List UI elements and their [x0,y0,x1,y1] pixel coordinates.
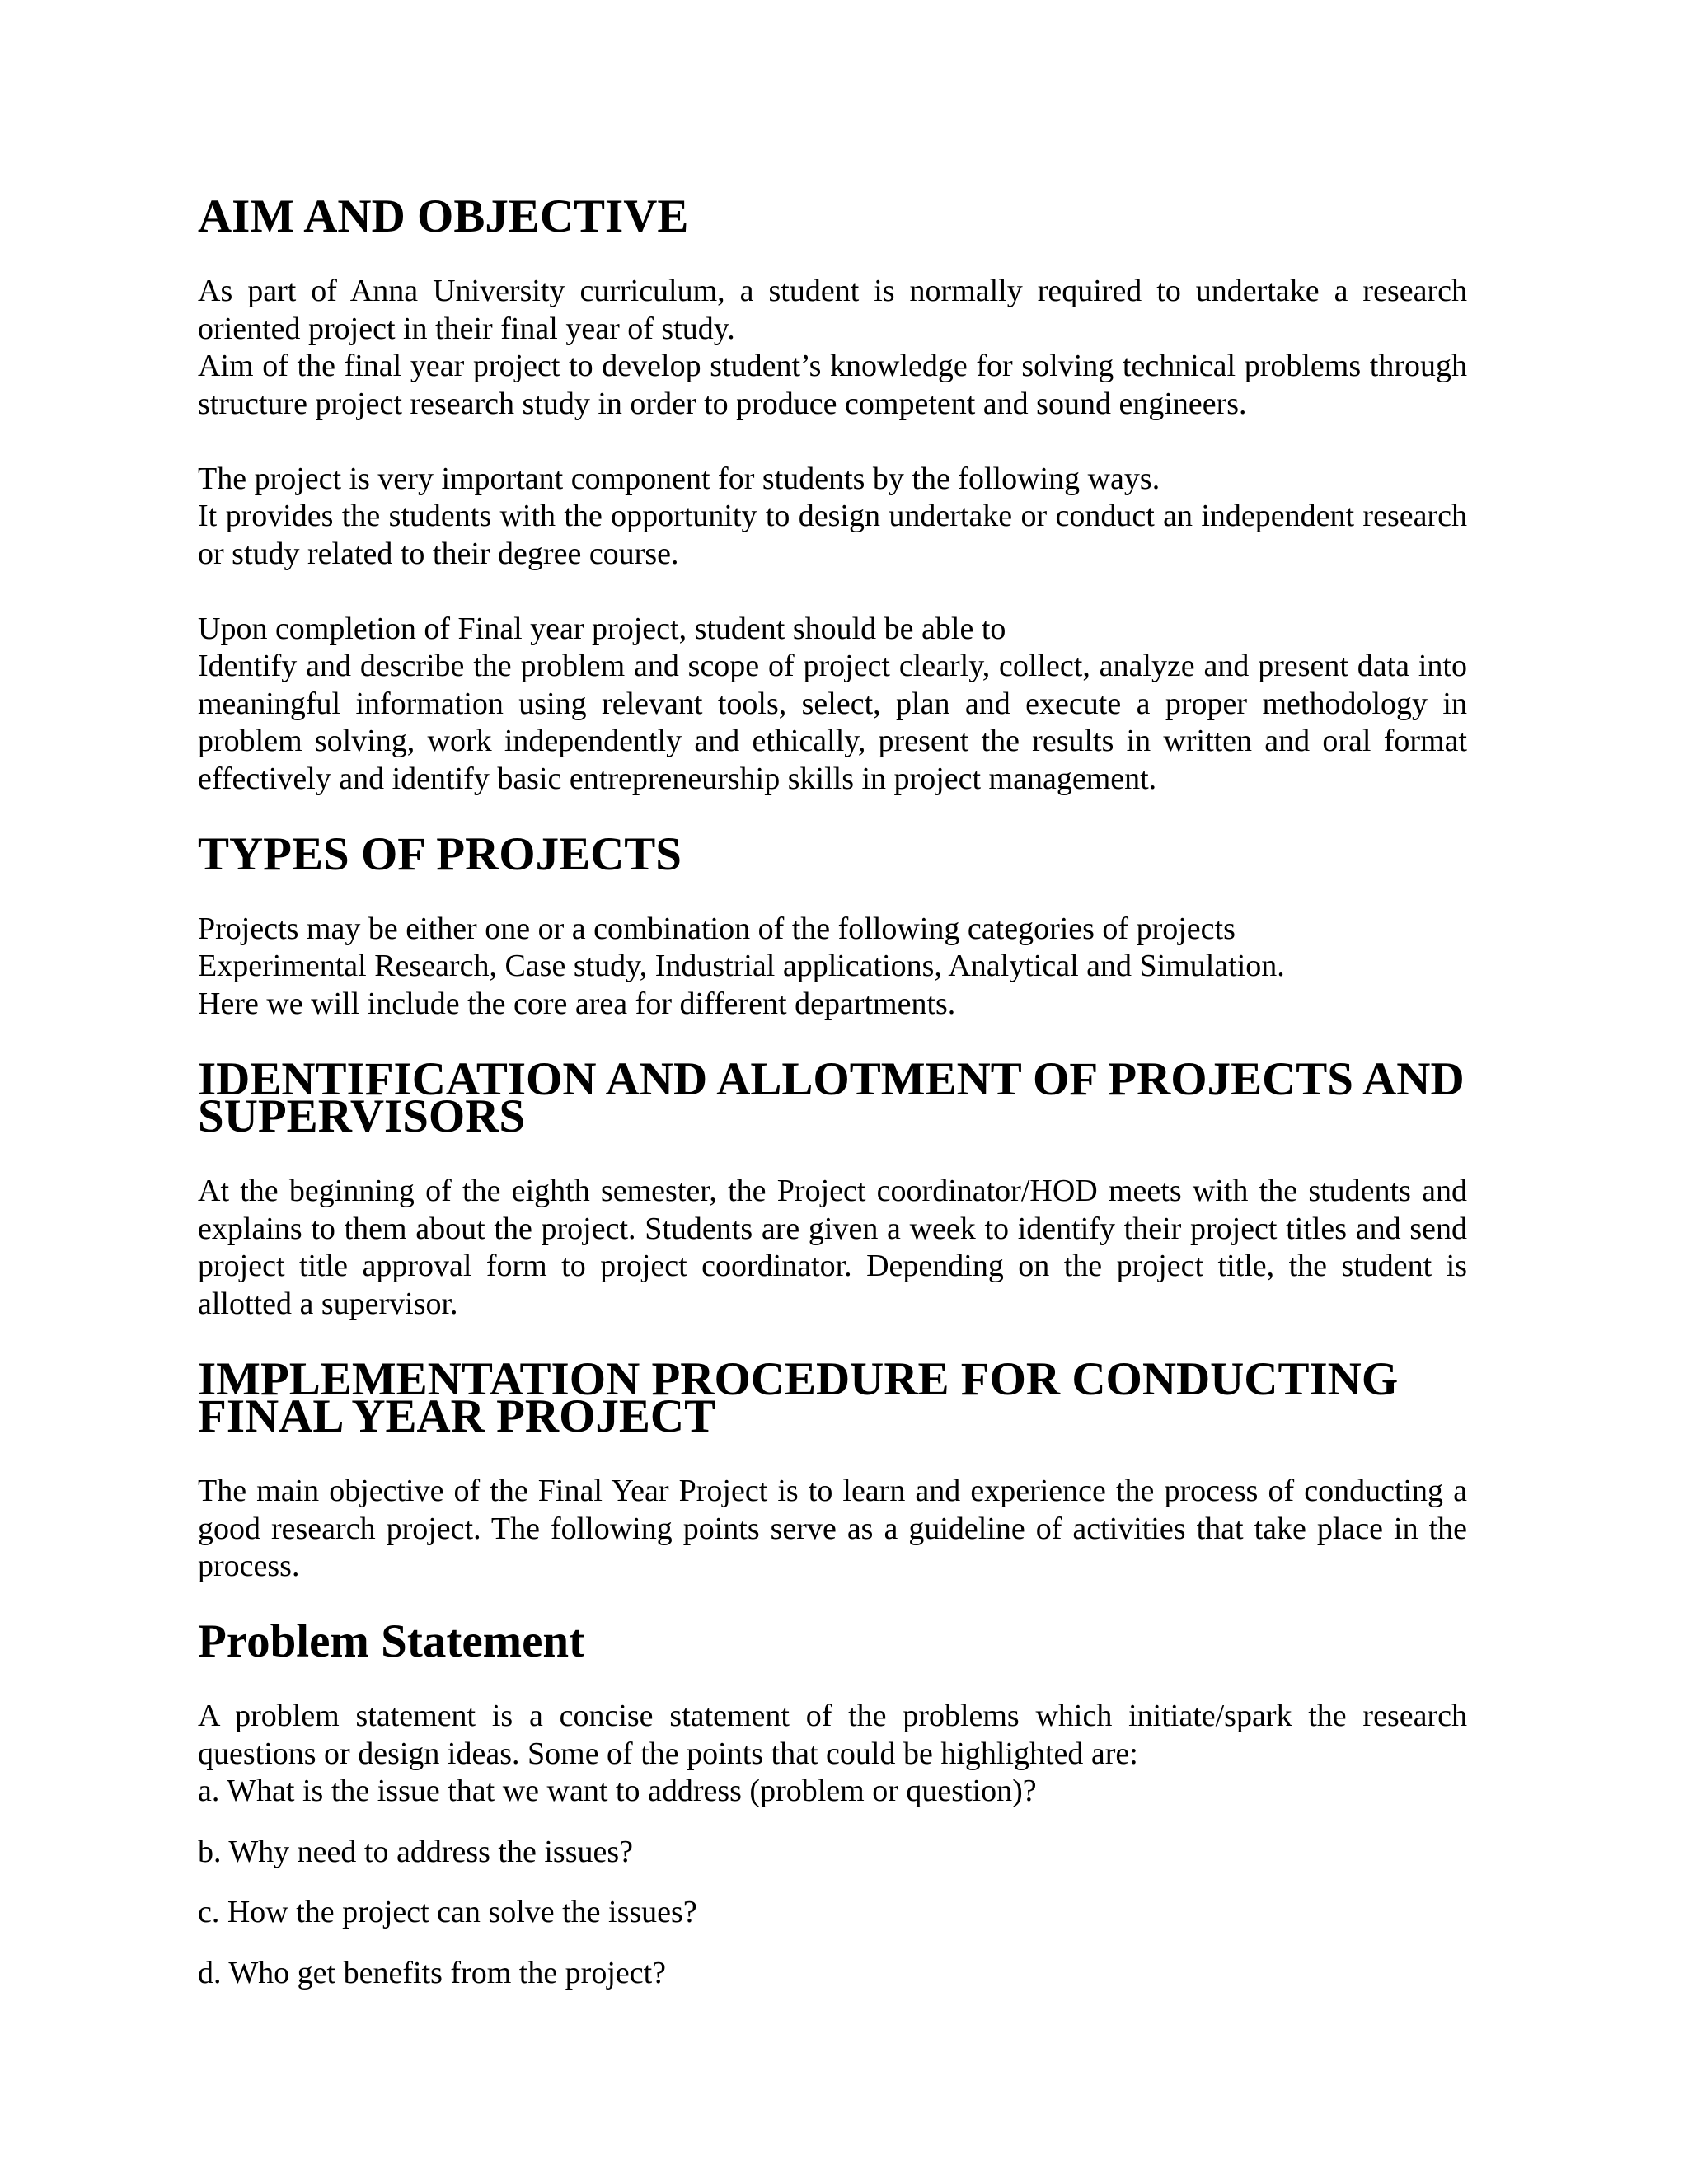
paragraph-aim-3: The project is very important component for students by the following ways. [198,461,1160,496]
paragraph-aim-1: As part of Anna University curriculum, a student is normally required to undertake a research oriented project in their final year of study. [198,274,1467,346]
heading-types-of-projects: TYPES OF PROJECTS [198,827,682,880]
paragraph-aim-2: Aim of the final year project to develop student’s knowledge for solving technical problems through structure project research study in order to produce competent and sound engineers. [198,349,1467,421]
paragraph-identification-1: At the beginning of the eighth semester, the Project coordinator/HOD meets with the students and explains to them about the project. Students are given a week to identify their project titles and send project title approval form to project coordinator. Depending on the project title, the student is allotted a supervisor. [198,1174,1467,1321]
paragraph-aim-4: It provides the students with the opportunity to design undertake or conduct an independent research or study related to their degree course. [198,499,1467,571]
paragraph-types-3: Here we will include the core area for different departments. [198,986,956,1021]
list-item: a. What is the issue that we want to address (problem or question)? [198,1774,1037,1808]
heading-problem-statement: Problem Statement [198,1615,585,1667]
list-item: d. Who get benefits from the project? [198,1955,667,1990]
paragraph-problem-1: A problem statement is a concise statement of the problems which initiate/spark the research questions or design ideas. Some of the points that could be highlighted are: [198,1699,1467,1771]
paragraph-types-1: Projects may be either one or a combination of the following categories of projects [198,911,1236,946]
heading-implementation-procedure: IMPLEMENTATION PROCEDURE FOR CONDUCTING FINAL YEAR PROJECT [198,1352,1399,1442]
paragraph-types-2: Experimental Research, Case study, Industrial applications, Analytical and Simulation. [198,949,1285,983]
heading-identification-allotment: IDENTIFICATION AND ALLOTMENT OF PROJECTS AND SUPERVISORS [198,1052,1465,1142]
list-item: c. How the project can solve the issues? [198,1895,697,1929]
paragraph-aim-6: Identify and describe the problem and scope of project clearly, collect, analyze and present data into meaningful information using relevant tools, select, plan and execute a proper methodology in problem solving, work independently and ethically, present the results in written and oral format effectively and identify basic entrepreneurship skills in project management. [198,649,1467,796]
list-item: b. Why need to address the issues? [198,1834,634,1869]
paragraph-aim-5: Upon completion of Final year project, student should be able to [198,611,1006,646]
paragraph-implementation-1: The main objective of the Final Year Project is to learn and experience the process of conducting a good research project. The following points serve as a guideline of activities that take place in the process. [198,1474,1467,1583]
document-page [198,190,1467,1992]
heading-aim-and-objective: AIM AND OBJECTIVE [198,190,689,242]
